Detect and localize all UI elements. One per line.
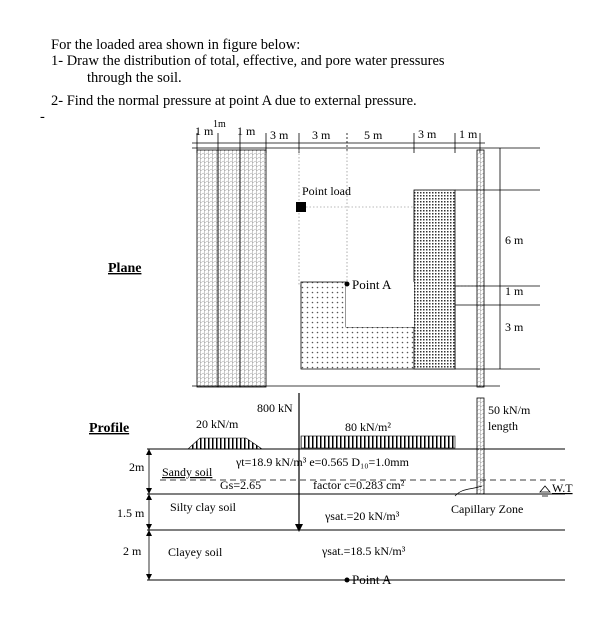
layer-2-thickness: 1.5 m <box>117 506 145 520</box>
capillary-zone-label: Capillary Zone <box>451 502 524 516</box>
dim-top-7: 3 m <box>418 127 437 141</box>
water-table-symbol <box>540 486 550 492</box>
layer-1-thickness: 2m <box>129 460 145 474</box>
dim-top-5: 3 m <box>312 128 331 142</box>
question-2: 2- Find the normal pressure at point A due to external pressure. <box>51 93 417 109</box>
layer-1-name: Sandy soil <box>162 465 213 479</box>
layer-2-props: γsat.=20 kN/m³ <box>325 509 400 523</box>
plan-label: Plane <box>108 261 142 276</box>
strip-column-3 <box>240 150 266 387</box>
dim-right-1: 6 m <box>505 233 524 247</box>
profile-point-a-label: Point A <box>352 572 392 587</box>
line-load-strip <box>477 150 484 387</box>
question-1-line-2: through the soil. <box>87 70 182 86</box>
dim-right-3: 3 m <box>505 320 524 334</box>
line-load-label-2: length <box>488 419 518 433</box>
question-1-line-1: 1- Draw the distribution of total, effective, and pore water pressures <box>51 53 445 69</box>
dim-top-8: 1 m <box>459 127 478 141</box>
plan-point-a-label: Point A <box>352 277 392 292</box>
point-load-marker <box>296 202 306 212</box>
layer-3-props: γsat.=18.5 kN/m³ <box>322 544 406 558</box>
margin-mark: - <box>40 109 45 125</box>
line-load-label-1: 50 kN/m <box>488 403 531 417</box>
point-load-arrow-head <box>295 524 303 532</box>
dim-top-4: 3 m <box>270 128 289 142</box>
strip-column-1 <box>197 150 218 387</box>
profile-point-a-marker <box>345 578 350 583</box>
layer-2-name: Silty clay soil <box>170 500 236 514</box>
profile-label: Profile <box>89 421 130 436</box>
layer-3-thickness: 2 m <box>123 544 142 558</box>
area-load-symbol <box>301 436 455 448</box>
plan-point-a-marker <box>345 282 350 287</box>
dim-top-1: 1 m <box>195 124 214 138</box>
strip-load-label: 20 kN/m <box>196 417 239 431</box>
water-table-label: W.T <box>552 481 573 495</box>
strip-column-2 <box>218 150 240 387</box>
layer-1-props-1: γt=18.9 kN/m³ e=0.565 D₁₀=1.0mm <box>236 455 409 469</box>
strip-load-symbol <box>188 438 262 449</box>
dim-top-3: 1 m <box>237 124 256 138</box>
problem-intro: For the loaded area shown in figure below: <box>51 37 301 53</box>
point-load-label: Point load <box>302 184 352 198</box>
point-load-value: 800 kN <box>257 401 293 415</box>
loaded-area-right <box>414 190 455 369</box>
layer-1-props-3: factor c=0.283 cm² <box>313 478 405 492</box>
dim-right-2: 1 m <box>505 284 524 298</box>
layer-1-props-2: Gs=2.65 <box>220 478 262 492</box>
dim-top-2: 1m <box>213 119 226 130</box>
dim-top-6: 5 m <box>364 128 383 142</box>
area-load-label: 80 kN/m² <box>345 420 391 434</box>
layer-3-name: Clayey soil <box>168 545 223 559</box>
